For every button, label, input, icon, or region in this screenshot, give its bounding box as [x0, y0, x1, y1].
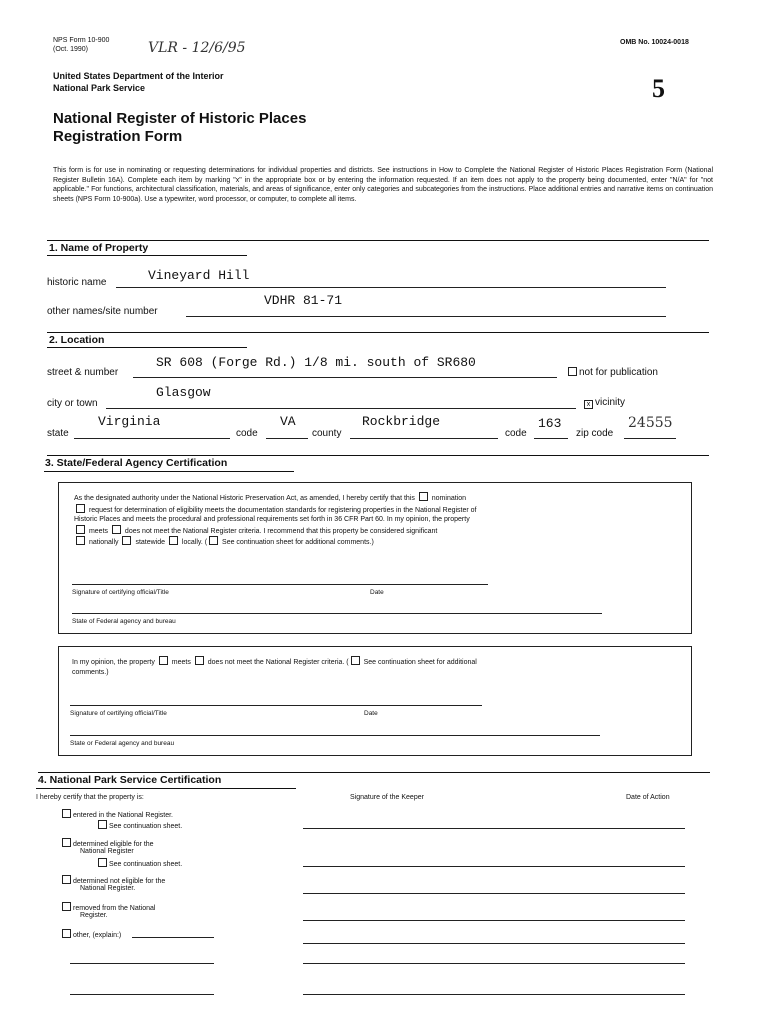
- street-field[interactable]: SR 608 (Forge Rd.) 1/8 mi. south of SR680: [156, 355, 476, 370]
- agency-line: [72, 613, 602, 614]
- other-explain-line: [132, 937, 214, 938]
- vicinity-option: [582, 397, 625, 409]
- continuation-checkbox[interactable]: [209, 536, 218, 545]
- signature-label: Signature of certifying official/Title: [72, 589, 169, 596]
- cert-line-5: [74, 536, 684, 548]
- historic-name-field[interactable]: Vineyard Hill: [148, 268, 250, 283]
- blank-line: [70, 994, 214, 995]
- removed-label: removed from the National: [73, 905, 156, 912]
- locally-checkbox[interactable]: [169, 536, 178, 545]
- zip-label: zip code: [576, 428, 614, 439]
- removed-checkbox[interactable]: [62, 902, 71, 911]
- county-line: [350, 438, 498, 439]
- other-checkbox[interactable]: [62, 929, 71, 938]
- nationally-label: nationally: [88, 539, 119, 546]
- certify-intro: I hereby certify that the property is:: [36, 794, 144, 801]
- not-for-publication-label: not for publication: [579, 367, 658, 378]
- nomination-checkbox[interactable]: [419, 492, 428, 501]
- section-divider: [38, 772, 710, 773]
- section-underline: [36, 788, 296, 789]
- section-divider: [47, 332, 709, 333]
- handwritten-note: VLR - 12/6/95: [148, 40, 246, 56]
- does-not-meet-checkbox[interactable]: [112, 525, 121, 534]
- street-line: [133, 377, 557, 378]
- meets-checkbox[interactable]: [76, 525, 85, 534]
- not-for-publication-option: [566, 367, 658, 378]
- form-date: (Oct. 1990): [53, 46, 89, 53]
- request-checkbox[interactable]: [76, 504, 85, 513]
- county-field[interactable]: Rockbridge: [362, 414, 441, 429]
- county-code-line: [534, 438, 568, 439]
- eligible-continuation-option: [96, 858, 182, 869]
- statewide-label: statewide: [135, 539, 166, 546]
- other-label: other, (explain:): [73, 932, 122, 939]
- cert-text: does not meet the National Register criteria. I recommend that this property be considered significant: [124, 527, 438, 535]
- other-names-line: [186, 316, 666, 317]
- form-number: NPS Form 10-900: [53, 37, 110, 44]
- keeper-signature-line: [303, 828, 685, 829]
- section-underline: [47, 255, 247, 256]
- eligible-continuation-checkbox[interactable]: [98, 858, 107, 867]
- continuation-label: See continuation sheet.: [109, 823, 183, 830]
- keeper-signature-line: [303, 866, 685, 867]
- eligible-label: determined eligible for the: [73, 841, 154, 848]
- keeper-signature-line: [303, 994, 685, 995]
- statewide-checkbox[interactable]: [122, 536, 131, 545]
- historic-name-label: historic name: [47, 277, 107, 288]
- cert-line-3: Historic Places and meets the procedural and professional requirements set forth in 36 CFR Part 60. In my opinion, the property: [74, 516, 470, 523]
- page-number: 5: [652, 74, 665, 103]
- date-of-action-label: Date of Action: [626, 794, 670, 801]
- county-code-label: code: [505, 428, 527, 439]
- state-field[interactable]: Virginia: [98, 414, 161, 429]
- historic-name-line: [116, 287, 666, 288]
- cert-text: See continuation sheet for additional comments.): [222, 539, 374, 546]
- section-underline: [44, 471, 294, 472]
- keeper-signature-line: [303, 893, 685, 894]
- entered-continuation-checkbox[interactable]: [98, 820, 107, 829]
- state-code-field[interactable]: VA: [280, 414, 296, 429]
- blank-line: [70, 963, 214, 964]
- city-field[interactable]: Glasgow: [156, 385, 211, 400]
- not-eligible-label: determined not eligible for the: [73, 878, 166, 885]
- county-label: county: [312, 428, 342, 439]
- zip-field[interactable]: 24555: [628, 415, 673, 431]
- keeper-signature-line: [303, 943, 685, 944]
- locally-label: locally. (: [181, 539, 208, 546]
- form-title-line1: National Register of Historic Places: [53, 110, 307, 127]
- county-code-field[interactable]: 163: [538, 416, 562, 431]
- certification-paragraph: [74, 492, 684, 548]
- state-label: state: [47, 428, 69, 439]
- date-label: Date: [370, 589, 384, 596]
- continuation-label: See continuation sheet.: [109, 861, 183, 868]
- intro-paragraph: This form is for use in nominating or requesting determinations for individual properties and districts. See instructions in How to Complete the National Register of Historic Places Registration Form (National Register Bulletin 16A). Complete each item by marking "x" in the appropriate box or by entering the information requested. If an item does not apply to the property being documented, enter "N/A" for "not applicable." For functions, architectural classification, materials, and areas of significance, enter only categories and subcategories from the instructions. Place additional entries and narrative items on continuation sheets (NPS Form 10-900a). Use a typewriter, word processor, or computer, to complete all items.: [53, 167, 713, 203]
- date-label: Date: [364, 710, 378, 717]
- entered-checkbox[interactable]: [62, 809, 71, 818]
- signature-line: [70, 705, 482, 706]
- section-divider: [47, 455, 709, 456]
- not-eligible-label-2: National Register.: [80, 885, 136, 892]
- service-name: National Park Service: [53, 83, 146, 93]
- agency-label: State or Federal agency and bureau: [70, 740, 175, 747]
- zip-line: [624, 438, 676, 439]
- not-eligible-checkbox[interactable]: [62, 875, 71, 884]
- agency-label: State of Federal agency and bureau: [72, 618, 176, 625]
- entered-continuation-option: [96, 820, 182, 831]
- omb-number: OMB No. 10024-0018: [620, 39, 689, 46]
- cert-text: As the designated authority under the National Historic Preservation Act, as amended, I hereby certify that this: [74, 495, 415, 502]
- keeper-signature-line: [303, 920, 685, 921]
- removed-label-2: Register.: [80, 912, 108, 919]
- opinion-line-2: comments.): [72, 668, 109, 676]
- keeper-signature-label: Signature of the Keeper: [350, 794, 424, 801]
- entered-label: entered in the National Register.: [73, 812, 174, 819]
- cert-line-1: [74, 492, 684, 504]
- city-line: [106, 408, 576, 409]
- eligible-checkbox[interactable]: [62, 838, 71, 847]
- cert-text: request for determination of eligibility meets the documentation standards for registering properties in the National Register of: [88, 506, 477, 514]
- other-names-field[interactable]: VDHR 81-71: [264, 293, 343, 308]
- opinion-line-1: [72, 656, 684, 668]
- nomination-label: nomination: [431, 495, 467, 502]
- street-label: street & number: [47, 367, 119, 378]
- other-option: [60, 929, 121, 940]
- section3-heading: 3. State/Federal Agency Certification: [45, 457, 228, 469]
- city-label: city or town: [47, 398, 98, 409]
- not-for-publication-checkbox[interactable]: [568, 367, 577, 376]
- opinion-text: See continuation sheet for additional: [363, 659, 477, 666]
- opinion-does-not-meet-checkbox[interactable]: [195, 656, 204, 665]
- opinion-continuation-checkbox[interactable]: [351, 656, 360, 665]
- agency-line: [70, 735, 600, 736]
- entered-option: [60, 809, 173, 820]
- signature-line: [72, 584, 488, 585]
- opinion-text: does not meet the National Register criteria. (: [207, 659, 349, 666]
- department-name: United States Department of the Interior: [53, 71, 224, 81]
- section-divider: [47, 240, 709, 241]
- state-code-label: code: [236, 428, 258, 439]
- signature-label: Signature of certifying official/Title: [70, 710, 167, 717]
- opinion-meets-label: meets: [171, 659, 191, 666]
- vicinity-checkbox-checked[interactable]: x: [584, 400, 593, 409]
- cert-line-2: [74, 504, 684, 516]
- opinion-paragraph: [72, 656, 684, 677]
- form-title-line2: Registration Form: [53, 128, 183, 145]
- keeper-signature-line: [303, 963, 685, 964]
- vicinity-label: vicinity: [595, 397, 626, 408]
- meets-label: meets: [88, 527, 109, 535]
- cert-line-4: [74, 525, 684, 537]
- nationally-checkbox[interactable]: [76, 536, 85, 545]
- opinion-text: In my opinion, the property: [72, 659, 155, 666]
- other-names-label: other names/site number: [47, 306, 158, 317]
- opinion-meets-checkbox[interactable]: [159, 656, 168, 665]
- state-line: [74, 438, 230, 439]
- section-underline: [47, 347, 247, 348]
- eligible-label-2: National Register: [80, 848, 134, 855]
- section2-heading: 2. Location: [49, 334, 105, 346]
- section1-heading: 1. Name of Property: [49, 242, 149, 254]
- state-code-line: [266, 438, 308, 439]
- section4-heading: 4. National Park Service Certification: [38, 774, 222, 786]
